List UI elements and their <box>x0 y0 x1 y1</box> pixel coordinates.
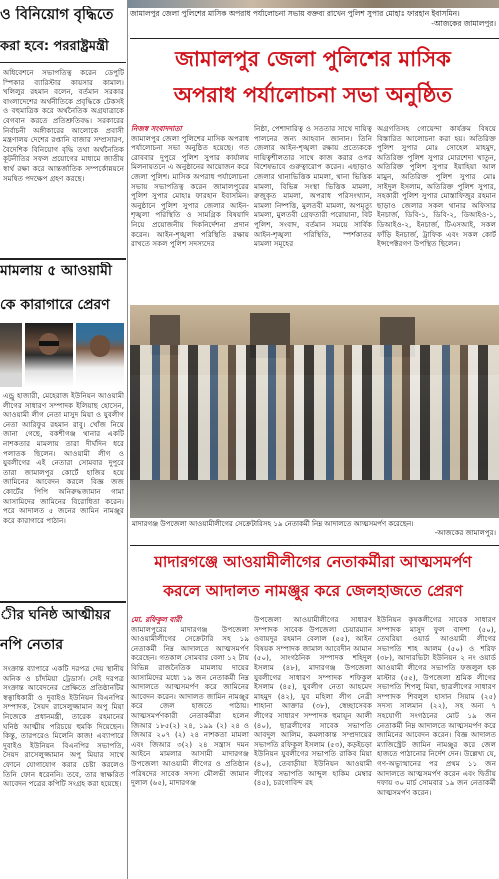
left-headline-2b: কে কারাগারে প্রেরণ <box>0 297 110 313</box>
portrait-photo <box>76 323 124 387</box>
left-headline-3a: ীর ঘনিষ্ঠ আত্মীয়র <box>0 607 111 623</box>
main-byline: নিজস্ব সংবাদদাতা <box>131 124 182 133</box>
group-caption-credit: -আজকের জামালপুর। <box>434 529 496 537</box>
second-story-col1 <box>131 615 249 875</box>
second-headline-line1: মাদারগঞ্জে আওয়ামীলীগের নেতাকর্মীরা আত্মসমর্পণ <box>154 553 472 571</box>
top-photo-strip <box>128 0 499 8</box>
left-headline-3b: নপি নেতার <box>0 637 64 653</box>
left-story-1-body: অধিবেশনে সভাপতিত্ব করেন ডেপুটি স্পিকার ব্যারিস্টার কায়সার কামাল। খলিলুর রহমান বলেন, বর্তমান সরকার বাংলাদেশের অর্থনীতিকে প্রবৃদ্ধিকে টেকসই ও বহুমাত্রিক করে অর্থনৈতিক অগ্রযাত্রাকে বেগবান করতে প্রতিশ্রুতিবদ্ধ। সরকারের নির্বাচনী অঙ্গীকারের আলোকে প্রবাসী মন্ত্রণালয় দেশের রপ্তানি বাজার সম্প্রসারণ, বৈদেশিক বিনিয়োগ বৃদ্ধি তথা অর্থনৈতিক কূটনীতির সফল প্রয়োগের মাধ্যমে জাতীয় স্বার্থ রক্ষা করে আন্তর্জাতিক সম্পর্কোন্নয়নে সমন্বিত পদক্ষেপ গ্রহণ করছে। <box>3 68 124 183</box>
group-caption-text: মাদারগঞ্জ উপজেলা আওয়ামীলীগের সেক্রেটারিসহ ১৯ নেতাকর্মী নিম্ন আদালতে আত্মসমর্পণ করেছেন। <box>132 520 414 528</box>
second-byline: মো. রফিকুল বারী <box>131 615 182 624</box>
group-photo-caption <box>132 520 496 542</box>
left-headline-1b: করা হবে: পররাষ্ট্রমন্ত্রী <box>0 39 109 54</box>
second-body-col2: উপজেলা আওয়ামীলীগের সাধারণ সম্পাদক সাবেক উপজেলা চেয়ারম্যান ওবায়দুর রহমান বেলাল (৫৫), আইন বিষয়ক সম্পাদক জামাল আবেদীন আমান (৫০), সাংগঠনিক সম্পাদক শহিদুল ইসলাম (৪৮), মাদারগঞ্জ উপজেলা যুবলীগের সাধারণ সম্পাদক শফিকুল ইসলাম (৪৫), যুবলীগ নেতা আহমেদ মাহমুদ (৪২), যুব মহিলা লীগ নেত্রী শাহানা আক্তার (৩৮), স্বেচ্ছাসেবক লীগের সাধারণ সম্পাদক হুমায়ূন আলী (৪০), ছাত্রলীগের সাবেক সভাপতি আবদুল আলিম, কমলাকান্ত সম্প্রদায়ের সভাপতি রফিকুল ইসলাম (৫৩), কড়ইচড়া ইউনিয়ন যুবলীগের সভাপতি রাকিব মিয়া (৪০), তেবাড়ীয়া ইউনিয়ন আওয়ামী লীগের সভাপতি আব্দুল হাকিম মেম্বার (৪৫), চরগোবিন্দ রহ <box>254 615 372 788</box>
divider <box>0 62 126 63</box>
divider <box>130 38 499 39</box>
main-story-col1 <box>131 124 249 302</box>
main-headline-line2: অপরাধ পর্যালোচনা সভা অনুষ্ঠিত <box>173 83 453 107</box>
divider <box>0 258 126 260</box>
portrait-row <box>0 323 126 387</box>
divider <box>130 545 499 546</box>
second-body-col3: ইউনিয়ন কৃষকলীগের সাবেক সাধারণ সম্পাদক মাসুদ ফুল বাদশা (৫০), তেঘরিয়া ওয়ার্ড আওয়ামী লীগের সভাপতি শাহ আলম (৫০) ও শরিফ (৩৮), আদারভিটা ইউনিয়ন ২ নং ওয়ার্ড আওয়ামী লীগের সভাপতি ফজলুল হক মাস্টার (৫৫), উপজেলা শ্রমিক লীগের সভাপতি শিপলু মিয়া, ছাত্রলীগের সাধারণ সম্পাদক শিবলুল হাসান সিয়াম (২৫) সদস্য সালমান (২২), সহ অন্য ৭ সহযোগী সংগঠনের মোট ১৯ জন নেতাকর্মী নিম্ন আদালতে আত্মসমর্পণ করে জামিনের আবেদন করেন। বিজ্ঞ আদালত ম্যাজিস্ট্রেট জামিন নামঞ্জুর করে জেল হাজতে পাঠানোর নির্দেশ দেন। উল্লেখ্য যে, গণ-অভ্যুত্থানের পর প্রথম ১১ জন আদালতে আত্মসমর্পণ করেন এবং দ্বিতীয় দফায় ৩০ মার্চ সোমবার ১৯ জন নেতাকর্মী আত্মসমর্পণ করেন। <box>377 615 496 797</box>
top-caption-text: জামালপুর জেলা পুলিশের মাসিক অপরাধ পর্যালোচনা সভায় বক্তব্য রাখেন পুলিশ সুপার মোহাঃ ফারহান ইবাসমিন। <box>130 9 460 18</box>
second-body-col1: জামালপুরের মাদারগঞ্জ উপজেলা আওয়ামীলীগের সেক্রেটারি সহ ১৯ নেতাকর্মী নিম্ন আদালতে আত্মসমর্পণ করেছেন। গতকাল সোমবার বেলা ১২ টায় বিভিন্ন রাজনৈতিক মামলায় দায়ের আসামিদের মধ্যে ১৯ জন নেতাকর্মী নিম্ন আদালতে আত্মসমর্পণ করে জামিনের আবেদন করেন। আদালত জামিন নামঞ্জুর করে জেল হাজতে পাঠায়। আত্মসমর্পণকারী নেতাকর্মীরা হলেন জিআর ১৮৫(২) ২৪, ১৯৯ (২) ২৪ ও জিআর ২০৭ (২) ২৪ নাশকতা মামলা এবং জিআর ৩(২) ২৪ সন্ত্রাস দমন আইনে মামলার আসামী মাদারগঞ্জ উপজেলা আওয়ামী লীগের ও প্রতিষ্ঠান পরিষদের সাবেক সদস্য মৌলভী জামান দুলাল (৬৫), মাদারগঞ্জ <box>131 624 249 788</box>
top-caption-credit: -আজকের জামালপুর। <box>431 19 496 28</box>
left-story-3-body: সংক্রান্ত ব্যাপারে একটি দরপত্র দেয় স্থানীয় অনিক ও চাঁদমিয়া ট্রেডার্স। সেই দরপত্র সংক্রান্ত আবেদনের প্রেক্ষিতে প্রতিষ্ঠানটির স্বত্বাধিকারী ও দুবাইও ইউনিয়ন বিএনপির সম্পাদক, সৈয়দ রাসেলুজ্জামান অপু মিয়া নিজেকে প্রধানমন্ত্রী, তারেক রহমানের ঘনিষ্ঠ আত্মীয় পরিচয়ে হুমকি দিয়েছেন। কিন্তু, তারপরেও মিলেনি কাজ! এব্যাপারে দুবাইও ইউনিয়ন বিএনপির সভাপতি, সৈয়দ রাসেলুজ্জামান অপু মিয়ার সাথে ফোনে যোগাযোগ করার চেষ্টা করলেও তিনি ফোন ধরেননি। তবে, তার স্বাক্ষরিত আবেদন পত্রের কপিটি সংগ্রহ করা হয়েছে। <box>3 664 124 789</box>
left-story-2-body: এন্ড্রু হাজারী, মেহেরাজ ইউনিয়ন আওয়ামী লীগের সাধারণ সম্পাদক ইলিয়াছ হোসেন, আওয়ামী লীগ নেতা মাসুদ মিয়া ও যুবলীগ নেতা আরিফুর রহমান রাবু। খোঁজ নিয়ে জানা গেছে, বকশীগঞ্জ থানার একটি নাশকতার মামলায় তারা দীর্ঘদিন ধরে পলাতক ছিলেন। আওয়ামী লীগ ও যুবলীগের এই নেতারা সোমবার দুপুরে তারা জামালপুর কোর্টে হাজির হয়ে জামিনের আবেদন করলে বিজ্ঞ জজ কোর্টের পিপি অনিরুদ্ধজামান গামা আসামিদের জামিনের বিরোধিতা করেন। পরে আদালত ৫ জনের জামিন নামঞ্জুর করে কারাগারে পাঠান। <box>3 391 124 525</box>
main-headline-line1: জামালপুর জেলা পুলিশের মাসিক <box>175 47 451 71</box>
top-photo-caption <box>130 9 496 37</box>
main-body-col3: অগ্রগতিসহ গোয়েন্দা কার্যক্রম বিষয়ে বিস্তারিত আলোচনা করা হয়। অতিরিক্ত পুলিশ সুপার মোঃ সোহেল মাহমুদ, অতিরিক্ত পুলিশ সুপার মোরশেদা খাতুন, অতিরিক্ত পুলিশ সুপার ইয়াহিয়া আল মামুন, অতিরিক্ত পুলিশ সুপার মোঃ সাইদুল ইসলাম, অতিরিক্ত পুলিশ সুপার, সহকারী পুলিশ সুপার মোস্তাফিজুর রহমান ছাড়াও জেলার সকল থানার অফিসার ইনচার্জ, ডিবি-১, ডিবি-২, ডিআইও-১, ডিআইও-২, ইনচার্জ, টিএসআই, সকল ফাঁড়ি ইনচার্জ, ট্রাফিক এবং সকল কোর্ট ইন্সপেক্টরগণ উপস্থিত ছিলেন। <box>377 124 496 249</box>
column-divider <box>127 0 128 879</box>
main-body-col1: জামালপুর জেলা পুলিশের মাসিক অপরাধ পর্যালোচনা সভা অনুষ্ঠিত হয়েছে। গত রোববার দুপুরে পুলিশ সুপার কার্যালয় মিলনায়তনে এ অনুষ্ঠানের আয়োজন করে জেলা পুলিশ। মাসিক অপরাধ পর্যালোচনা সভায় সভাপতিত্ব করেন জামালপুরের পুলিশ সুপার মোহাঃ ফারহান ইবাসমিন। অনুষ্ঠানে পুলিশ সুপার জেলার আইন-শৃঙ্খলা পরিস্থিতি ও সামগ্রিক বিষয়াদি নিয়ে প্রয়োজনীয় দিকনির্দেশনা প্রদান করেন। আইন-শৃঙ্খলা পরিস্থিতি রক্ষায় রাখতে সকল পুলিশ সদস্যদের <box>131 133 249 249</box>
group-photo <box>130 305 499 518</box>
portrait-photo <box>0 323 22 387</box>
second-headline-line2: করলে আদালত নামঞ্জুর করে জেলহাজতে প্রেরণ <box>163 582 463 600</box>
left-headline-2a: মামলায় ৫ আওয়ামী <box>0 263 112 279</box>
main-body-col2: নিষ্ঠা, পেশাদারিত্ব ও সততার সাথে দায়িত্ব পালনের জন্য আহবান জানান। তিনি জেলার আইন-শৃঙ্খলা রক্ষায় প্রত্যেককে দায়িত্বশীলতার সাথে কাজ করার ওপর বিশেষভাবে গুরুত্বারোপ করেন। এছাড়াও জেলার থানাভিত্তিক মামলা, থানা ভিত্তিক মামলা, বিভিন্ন সংস্থা ভিত্তিক মামলা, রুজুকৃত মামলা, অপরাধ পরিসংখ্যান, মামলা নিষ্পত্তি, মুলতবী মামলা, অপমৃত্যু মামলা, মুলতবী গ্রেফতারী পরোয়ানা, বিট পুলিশ, সংবাদ, বর্তমান সময়ে সার্বিক আইন-শৃঙ্খলা পরিস্থিতি, স্পর্শকাতর মামলা সমূহের <box>254 124 372 249</box>
divider <box>0 601 126 603</box>
left-headline-1a: ও বিনিয়োগ বৃদ্ধিতে <box>0 7 114 23</box>
portrait-photo <box>25 323 73 387</box>
